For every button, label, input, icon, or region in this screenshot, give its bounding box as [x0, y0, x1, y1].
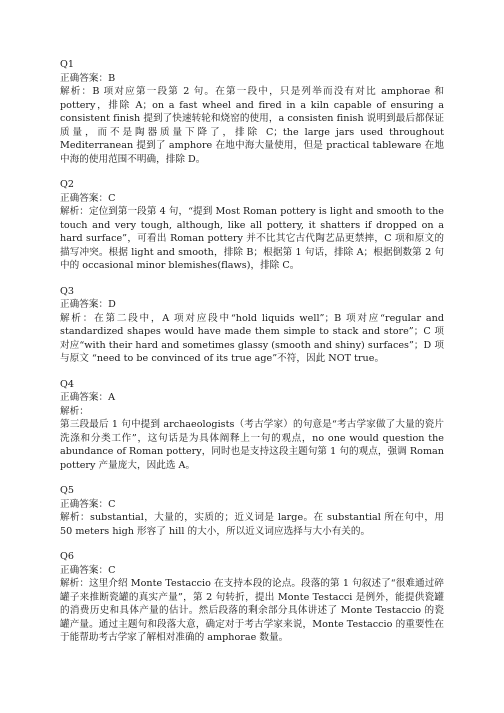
explanation-text: 解析：在第二段中，A 项对应段中“hold liquids well”；B 项对应“regular and standardized shapes would have made them simple to stack and store”；C 项对应“with their hard and sometimes glassy (smooth and shiny) surfaces”；D 项与原文 “need to be convinced of its true age”不符，因此 NOT true。 [60, 312, 444, 364]
correct-answer: 正确答案：C [60, 498, 116, 510]
explanation-text: 解析：substantial，大量的，实质的；近义词是 large。在 substantial 所在句中，用 50 meters high 形容了 hill 的大小，所以近义词应选择与大小有关的。 [60, 512, 444, 537]
correct-answer: 正确答案：A [60, 392, 116, 403]
question-block-q6 [60, 550, 444, 645]
question-block-q4 [60, 378, 444, 473]
correct-answer: 正确答案：C [60, 564, 116, 576]
question-title: Q1 [60, 59, 75, 70]
question-title: Q4 [60, 378, 75, 390]
question-title: Q6 [60, 551, 75, 562]
question-title: Q2 [60, 179, 75, 190]
explanation-text: 解析：这里介绍 Monte Testaccio 在支持本段的论点。段落的第 1 句叙述了“很难通过碎罐子来推断瓷罐的真实产量”，第 2 句转折，提出 Monte Testacci 是例外，能提供瓷罐的消费历史和具体产量的估计。然后段落的剩余部分具体讲述了 Monte Testaccio 的瓷罐产量。通过主题句和段落大意，确定对于考古学家来说，Monte Testaccio 的重要性在于能帮助考古学家了解相对准确的 amphorae 数量。 [60, 578, 444, 643]
explanation-text: 解析：B 项对应第一段第 2 句。在第一段中，只是列举而没有对比 amphorae 和 pottery，排除 A；on a fast wheel and fired in a kiln capable of ensuring a consistent finish 提到了快速转轮和烧窑的使用，a consisten finish 说明到最后都保证质量，而不是陶器质量下降了，排除 C；the large jars used throughout Mediterranean 提到了 amphore 在地中海大量使用，但是 practical tableware 在地中海的使用范围不明确，排除 D。 [60, 86, 444, 165]
correct-answer: 正确答案：C [60, 192, 116, 204]
correct-answer: 正确答案：B [60, 72, 116, 84]
explanation-text: 解析：定位到第一段第 4 句，“提到 Most Roman pottery is light and smooth to the touch and very tough, although, like all pottery, it shatters if dropped on a hard surface”，可看出 Roman pottery 并不比其它古代陶艺品更禁摔，C 项和原文的描写冲突。根据 light and smooth，排除 B；根据第 1 句话，排除 A；根据倒数第 2 句中的 occasional minor blemishes(flaws)，排除 C。 [60, 206, 444, 271]
question-block-q3 [60, 285, 444, 366]
question-title: Q5 [60, 485, 75, 496]
document-page [60, 58, 444, 657]
question-block-q5 [60, 484, 444, 538]
correct-answer: 正确答案：D [60, 299, 116, 310]
question-block-q1 [60, 58, 444, 166]
question-block-q2 [60, 178, 444, 273]
explanation-text: 解析： 第三段最后 1 句中提到 archaeologists（考古学家）的句意是“考古学家做了大量的瓷片洗涤和分类工作”，这句话是为具体阐释上一句的观点，no one would question the abundance of Roman pottery，同时也是支持这段主题句第 1 句的观点，强调 Roman pottery 产量庞大，因此选 A。 [60, 405, 444, 471]
question-title: Q3 [60, 285, 75, 297]
